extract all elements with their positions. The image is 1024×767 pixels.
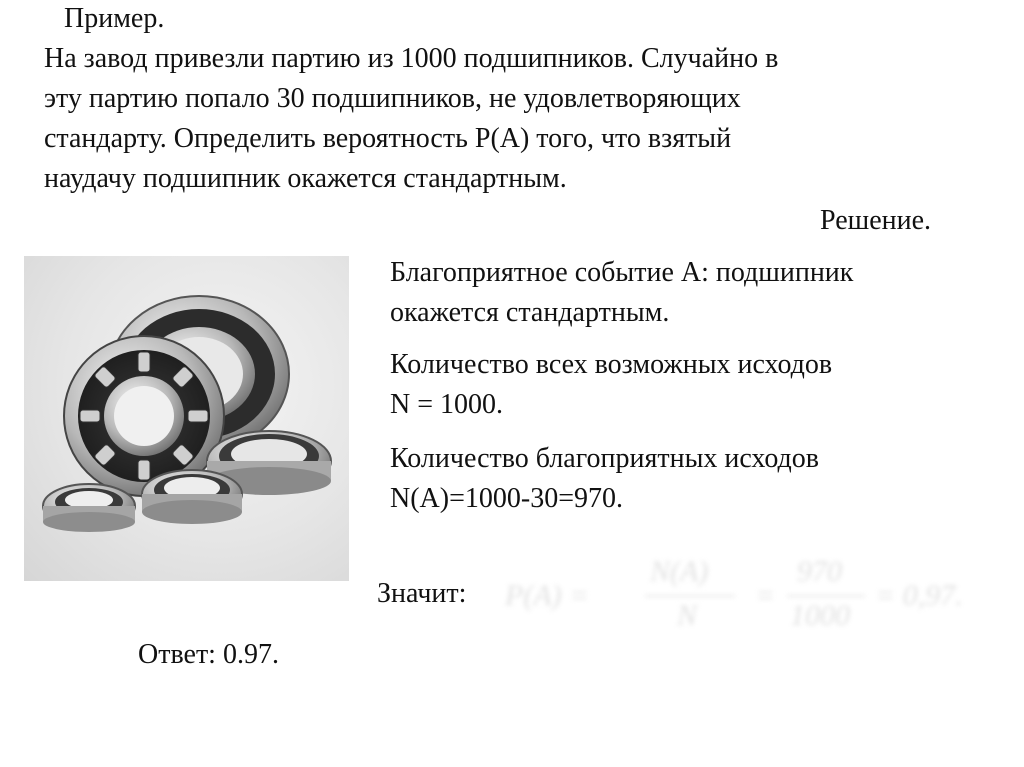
fraction-bar-2	[787, 595, 865, 597]
formula-lhs: P(A) =	[505, 579, 590, 612]
probability-formula	[505, 555, 1015, 635]
total-outcomes-line-2: N = 1000.	[390, 389, 504, 420]
therefore-label: Значит:	[377, 578, 467, 609]
favorable-outcomes-line-2: N(A)=1000-30=970.	[390, 483, 623, 514]
event-line-1: Благоприятное событие А: подшипник	[390, 257, 854, 288]
total-outcomes-line-1: Количество всех возможных исходов	[390, 349, 833, 380]
bearings-photo	[24, 256, 349, 581]
answer-line: Ответ: 0.97.	[138, 639, 279, 670]
bearings-illustration	[24, 256, 349, 581]
problem-line-3: стандарту. Определить вероятность P(A) того, что взятый	[44, 123, 732, 154]
favorable-outcomes-line-1: Количество благоприятных исходов	[390, 443, 820, 474]
problem-line-1: На завод привезли партию из 1000 подшипников. Случайно в	[44, 43, 779, 74]
problem-line-4: наудачу подшипник окажется стандартным.	[44, 163, 567, 194]
solution-heading: Решение.	[820, 205, 932, 236]
problem-line-2: эту партию попало 30 подшипников, не удовлетворяющих	[44, 83, 741, 114]
formula-equals: =	[755, 579, 776, 612]
formula-denominator-2: 1000	[790, 599, 850, 632]
formula-numerator-2: 970	[797, 555, 842, 588]
problem-heading: Пример.	[64, 3, 165, 34]
formula-denominator-1: N	[677, 599, 698, 632]
formula-result: = 0,97.	[875, 579, 963, 612]
small-bearing-middle	[142, 470, 242, 524]
small-bearing-left	[43, 484, 135, 532]
fraction-bar-1	[645, 595, 735, 597]
event-line-2: окажется стандартным.	[390, 297, 670, 328]
formula-numerator-1: N(A)	[650, 555, 709, 588]
